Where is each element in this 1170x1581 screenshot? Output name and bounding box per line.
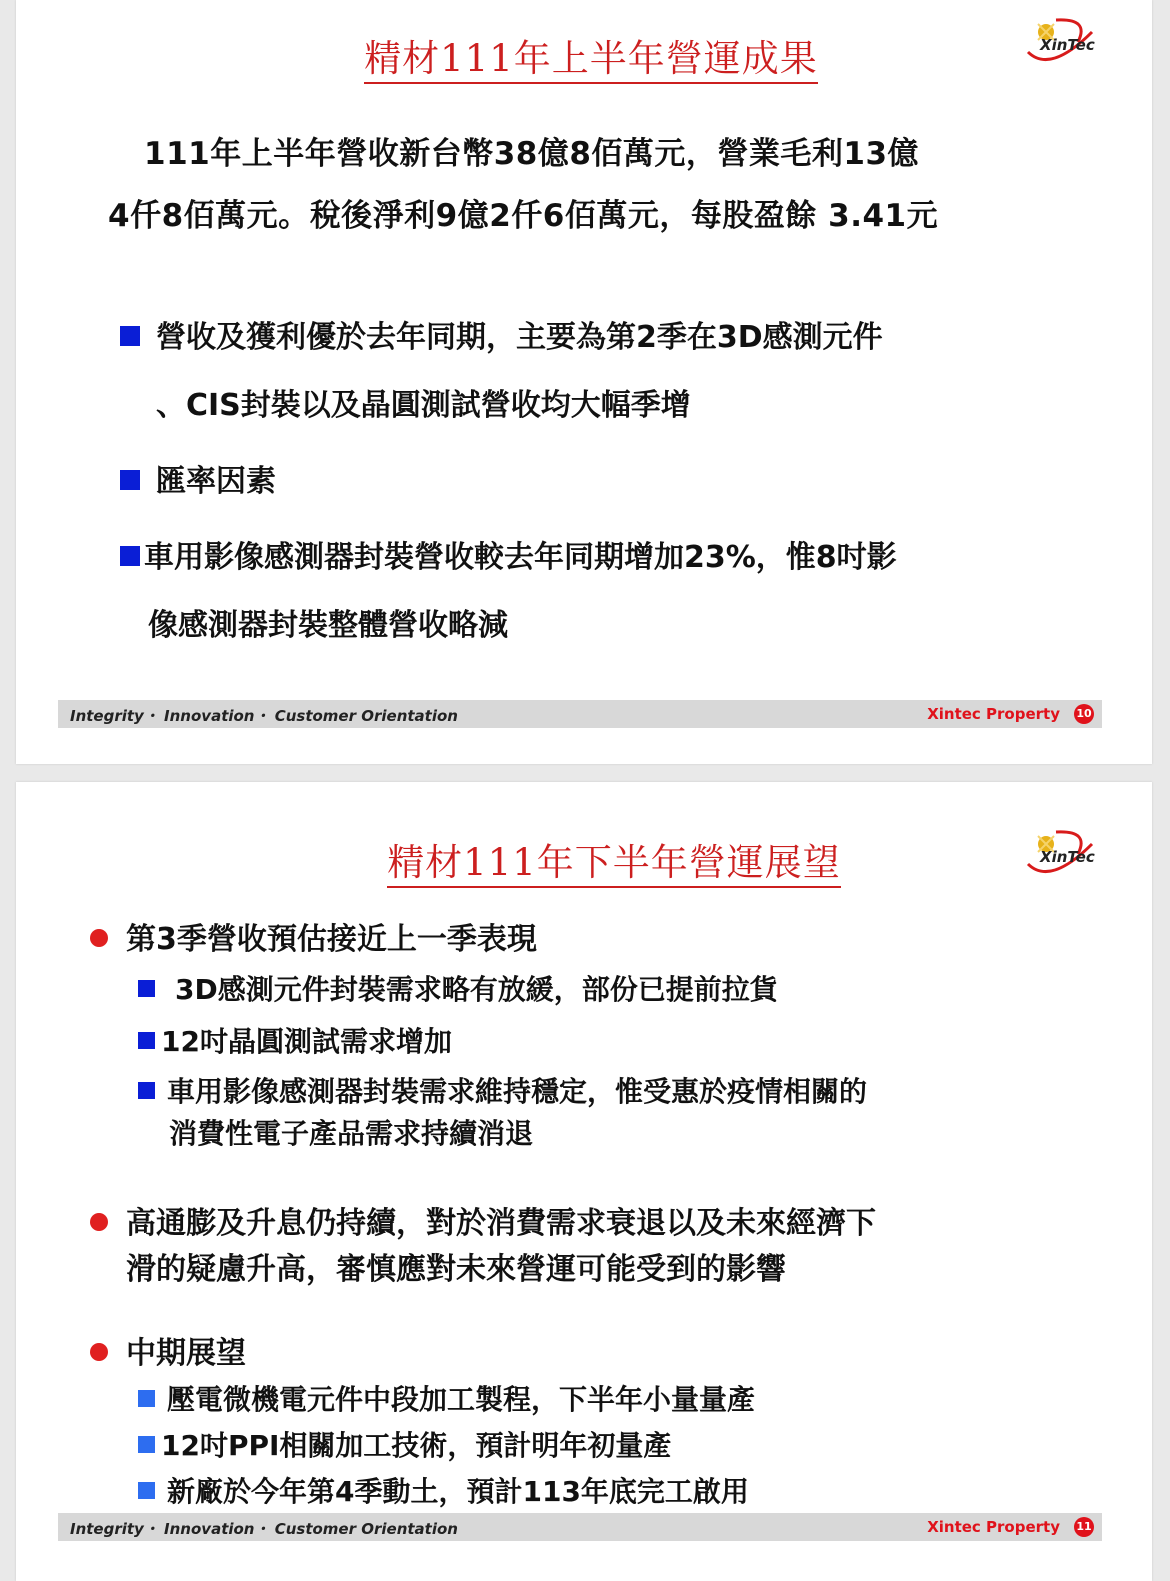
section-1-item-3-cont: 消費性電子產品需求持續消退 [169, 1117, 534, 1150]
section-3-item-3: 新廠於今年第4季動土，預計113年底完工啟用 [138, 1470, 749, 1510]
footer-motto: Integrity・ Innovation・ Customer Orientation [70, 1520, 458, 1538]
square-bullet-icon [138, 1390, 155, 1407]
bullet-3-cont: 像感測器封裝整體營收略減 [148, 608, 508, 643]
summary-line-2: 4仟8佰萬元。稅後淨利9億2仟6佰萬元，每股盈餘 3.41元 [108, 198, 939, 234]
red-dot-bullet-icon [90, 929, 108, 947]
slide-11 [16, 782, 1152, 1581]
section-3-heading: 中期展望 [90, 1328, 246, 1372]
bullet-2: 匯率因素 [120, 456, 276, 500]
section-1-item-1: 3D感測元件封裝需求略有放緩，部份已提前拉貨 [138, 968, 778, 1008]
footer-property: Xintec Property [927, 1518, 1060, 1536]
page-number: 10 [1074, 704, 1094, 724]
xintec-logo: XinTec [1020, 12, 1102, 70]
footer-motto: Integrity・ Innovation・ Customer Orientation [70, 707, 458, 725]
section-1-item-3: 車用影像感測器封裝需求維持穩定，惟受惠於疫情相關的 [138, 1070, 867, 1110]
bullet-1-cont: 、CIS封裝以及晶圓測試營收均大幅季增 [156, 388, 691, 423]
xintec-logo: XinTec [1020, 824, 1102, 882]
slide-title: 精材111年下半年營運展望 [76, 832, 1152, 886]
section-1-heading: 第3季營收預估接近上一季表現 [90, 914, 537, 958]
square-bullet-icon [138, 1482, 155, 1499]
footer-property: Xintec Property [927, 705, 1060, 723]
square-bullet-icon [120, 326, 140, 346]
section-3-item-2: 12吋PPI相關加工技術，預計明年初量產 [138, 1424, 671, 1464]
square-bullet-icon [138, 1436, 155, 1453]
slide-10 [16, 0, 1152, 764]
footer-bar [58, 1513, 1102, 1541]
bullet-3: 車用影像感測器封裝營收較去年同期增加23%，惟8吋影 [120, 532, 897, 576]
red-dot-bullet-icon [90, 1213, 108, 1231]
section-2-line-1: 高通膨及升息仍持續，對於消費需求衰退以及未來經濟下 [90, 1198, 876, 1242]
summary-line-1: 111年上半年營收新台幣38億8佰萬元，營業毛利13億 [144, 136, 920, 172]
square-bullet-icon [138, 980, 155, 997]
section-2-line-2: 滑的疑慮升高，審慎應對未來營運可能受到的影響 [126, 1252, 786, 1287]
square-bullet-icon [120, 470, 140, 490]
slide-title: 精材111年上半年營運成果 [30, 28, 1152, 82]
red-dot-bullet-icon [90, 1343, 108, 1361]
section-3-item-1: 壓電微機電元件中段加工製程，下半年小量量產 [138, 1378, 755, 1418]
square-bullet-icon [138, 1082, 155, 1099]
page-number: 11 [1074, 1517, 1094, 1537]
section-1-item-2: 12吋晶圓測試需求增加 [138, 1020, 452, 1060]
square-bullet-icon [120, 546, 140, 566]
bullet-1: 營收及獲利優於去年同期，主要為第2季在3D感測元件 [120, 312, 883, 356]
square-bullet-icon [138, 1032, 155, 1049]
footer-bar [58, 700, 1102, 728]
